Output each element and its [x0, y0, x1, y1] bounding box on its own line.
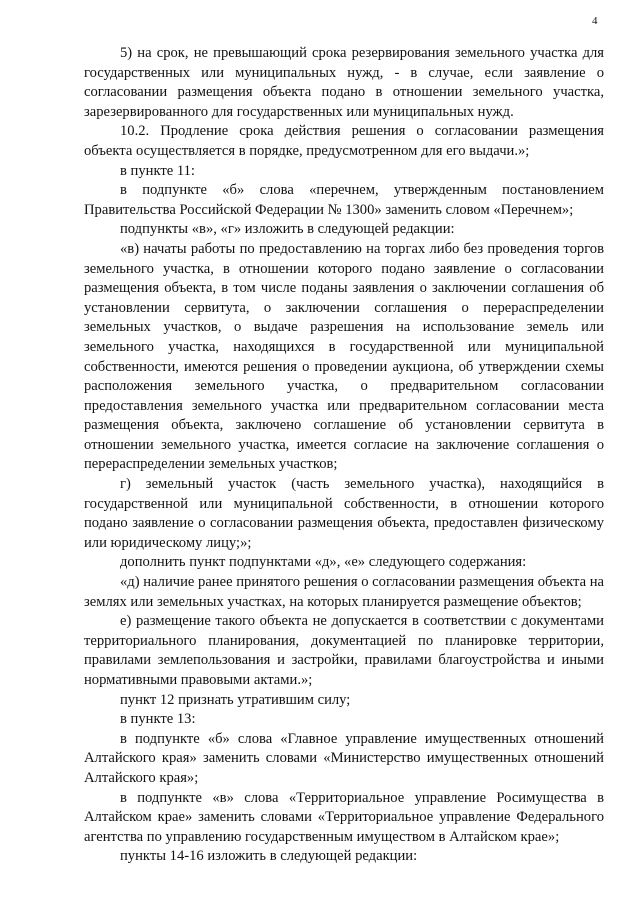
paragraph-point-13-b: в подпункте «б» слова «Главное управление имущественных отношений Алтайского края» заменить словами «Министерство имущественных отношений Алтайского края»;	[84, 730, 604, 786]
paragraph-points-14-16: пункты 14-16 изложить в следующей редакции:	[120, 848, 418, 865]
paragraph-subpoint-g-text: г) земельный участок (часть земельного участка), находящийся в государственной или муниципальной собственности, в отношении которого подано заявление о согласовании размещения объекта, предоставлен физическому или юридическому лицу;»;	[84, 476, 604, 551]
paragraph-subpoint-b: в подпункте «б» слова «перечнем, утвержденным постановлением Правительства Российской Федерации № 1300» заменить словом «Перечнем»;	[84, 182, 604, 218]
paragraph-add-subpoints: дополнить пункт подпунктами «д», «е» следующего содержания:	[120, 554, 527, 571]
paragraph-point-12: пункт 12 признать утратившим силу;	[120, 691, 351, 708]
paragraph-subpoint-v-text: «в) начаты работы по предоставлению на торгах либо без проведения торгов земельного участка, в отношении которого подано заявление о согласовании размещения объекта, в том числе поданы заявления о заключении соглашения об установлении сервитута, о заключении соглашения о перераспределении земельных участков, о выдаче разрешения на использование земель или земельного участка, находящихся в государственной или муниципальной собственности, имеются решения о проведении аукциона, об утверждении схемы расположения земельного участка, о предварительном согласовании предоставления земельного участка или предварительном согласовании места размещения объекта, заключено соглашение об установлении сервитута в отношении земельного участка, имеется согласие на заключение соглашения о перераспределении земельных участков;	[84, 240, 604, 473]
document-body	[84, 44, 604, 867]
paragraph-10-2: 10.2. Продление срока действия решения о согласовании размещения объекта осуществляется в порядке, предусмотренном для его выдачи.»;	[84, 123, 604, 159]
page-number: 4	[592, 15, 598, 27]
paragraph-item-5: 5) на срок, не превышающий срока резервирования земельного участка для государственных или муниципальных нужд, - в случае, если заявление о согласовании размещения объекта подано в отношении земельного участка, зарезервированного для государственных или муниципальных нужд.	[84, 45, 604, 120]
paragraph-subpoint-d-text: «д) наличие ранее принятого решения о согласовании размещения объекта на землях или земельных участках, на которых планируется размещение объектов;	[84, 574, 604, 610]
paragraph-point-11: в пункте 11:	[120, 162, 195, 179]
paragraph-subpoint-e-text: е) размещение такого объекта не допускается в соответствии с документами территориального планирования, документацией по планировке территории, правилами землепользования и застройки, правилами благоустройства и иными нормативными правовыми актами.»;	[84, 613, 604, 688]
paragraph-point-13-v: в подпункте «в» слова «Территориальное управление Росимущества в Алтайском крае» заменить словами «Территориальное управление Федерального агентства по управлению государственным имуществом в Алтайском крае»;	[84, 789, 604, 845]
paragraph-subpoints-v-g: подпункты «в», «г» изложить в следующей редакции:	[120, 221, 455, 238]
paragraph-point-13: в пункте 13:	[120, 711, 196, 728]
